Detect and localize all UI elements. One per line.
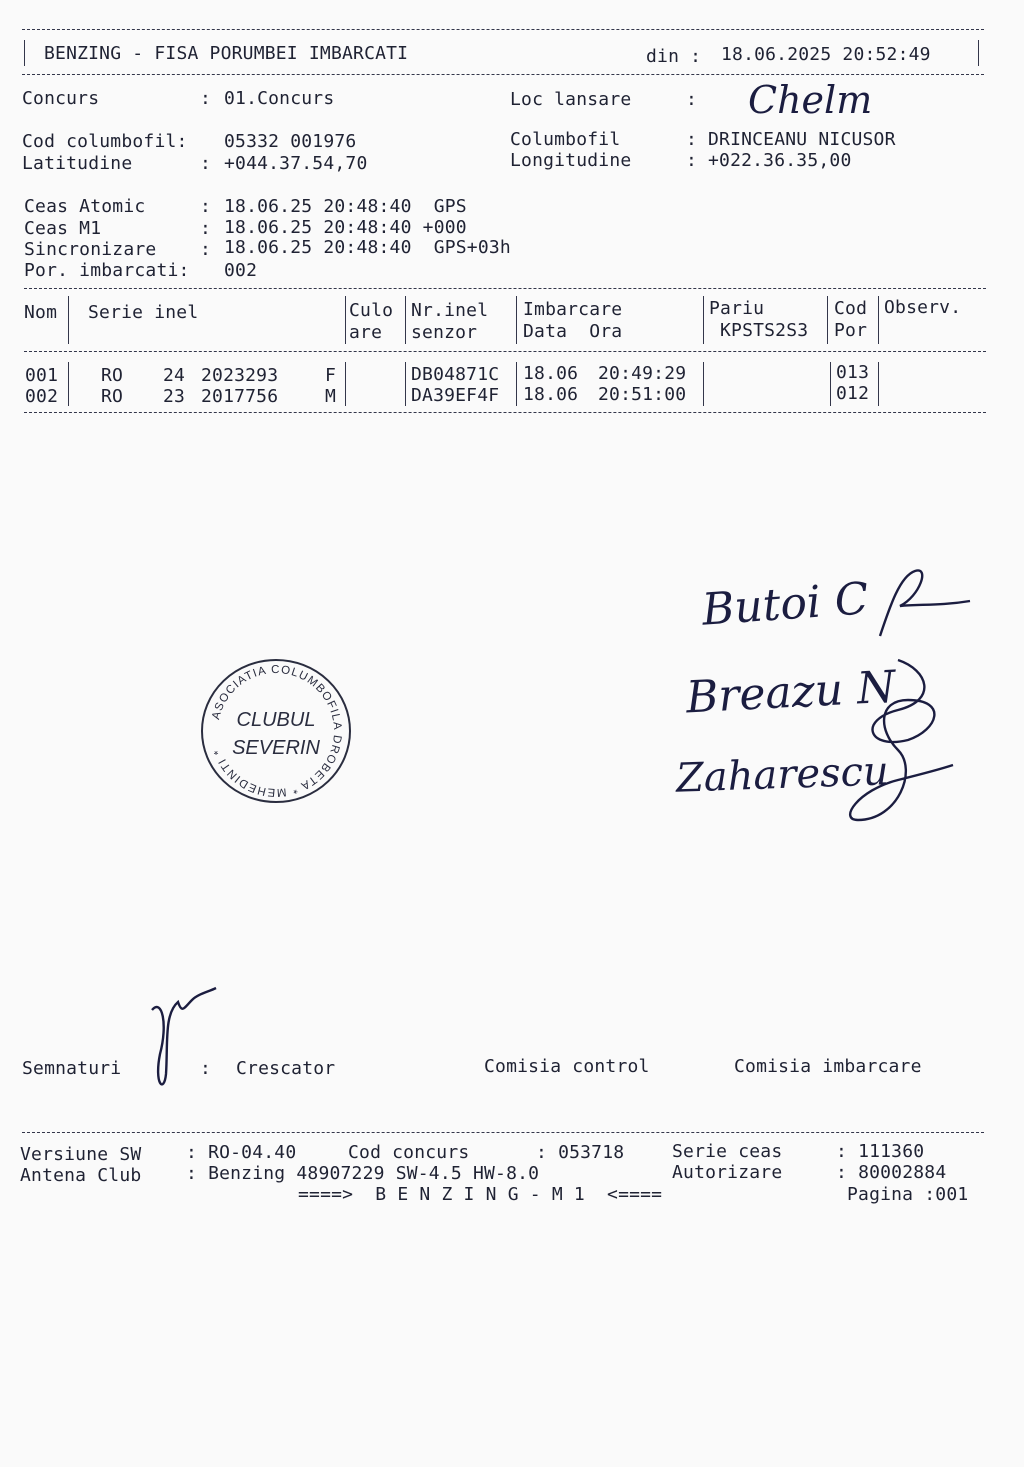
cell-ora: 20:51:00 (598, 384, 687, 405)
table-header-rule (24, 351, 986, 352)
col-sep (405, 362, 406, 406)
th-serie-inel: Serie inel (88, 302, 199, 323)
longitude-value: +022.36.35,00 (708, 150, 852, 171)
ceas-atomic-label: Ceas Atomic (24, 196, 146, 217)
antena-label: Antena Club (20, 1165, 142, 1186)
header-left-bar (24, 40, 25, 66)
longitude-colon: : (686, 150, 698, 171)
sincronizare-label: Sincronizare (24, 239, 157, 260)
signature-comisia-control: Comisia control (484, 1056, 650, 1077)
th-imbarcare-1: Imbarcare (523, 299, 623, 320)
latitude-label: Latitudine (22, 153, 133, 174)
latitude-colon: : (200, 153, 212, 174)
col-sep (878, 296, 879, 344)
columbofil-value: DRINCEANU NICUSOR (708, 129, 896, 150)
handwritten-name-2: Breazu N (684, 661, 897, 724)
handwritten-name-3: Zaharescu (675, 748, 890, 802)
header-top-rule (22, 29, 984, 30)
cell-data: 18.06 (523, 363, 579, 384)
footer-rule (22, 1132, 984, 1133)
col-sep (516, 362, 517, 406)
ceas-m1-label: Ceas M1 (24, 218, 102, 239)
latitude-value: +044.37.54,70 (224, 153, 368, 174)
concurs-colon: : (200, 88, 212, 109)
signature-crescator: Crescator (236, 1058, 336, 1079)
col-sep (878, 362, 879, 406)
cell-nom: 002 (25, 386, 59, 407)
header-bottom-rule (22, 74, 984, 75)
benzing-banner: ====> B E N Z I N G - M 1 <==== (298, 1184, 663, 1205)
th-pariu-2: KPSTS2S3 (720, 320, 809, 341)
date-label: din : (646, 46, 702, 67)
stamp-ring-text: ASOCIATIA COLUMBOFILA DROBETA * MEHEDINTI * (210, 663, 344, 799)
cod-columbofil-value: 05332 001976 (224, 131, 357, 152)
cell-nom: 001 (25, 365, 59, 386)
signature-scribble-crescator (138, 984, 228, 1098)
loc-lansare-colon: : (686, 89, 698, 110)
col-sep (345, 296, 346, 344)
cell-year: 24 (163, 365, 186, 386)
th-culoare-1: Culo (349, 300, 394, 321)
signature-scribble-1 (870, 566, 980, 646)
cell-ring-number: 2017756 (201, 386, 279, 407)
loc-lansare-label: Loc lansare (510, 89, 632, 110)
columbofil-label: Columbofil (510, 129, 621, 150)
versiune-value: : RO-04.40 (186, 1142, 297, 1163)
th-cod-por-2: Por (834, 320, 868, 341)
col-sep (516, 296, 517, 344)
col-sep (703, 296, 704, 344)
cell-cod-por: 012 (836, 383, 870, 404)
ceas-m1-colon: : (200, 218, 212, 239)
cod-columbofil-label: Cod columbofil: (22, 131, 188, 152)
cell-senzor: DA39EF4F (411, 385, 500, 406)
cell-country: RO (101, 365, 124, 386)
stamp-center-1: CLUBUL (236, 709, 316, 731)
col-sep (68, 296, 69, 344)
signature-scribble-2 (838, 650, 958, 830)
cod-concurs-label: Cod concurs (348, 1142, 470, 1163)
sincronizare-value: 18.06.25 20:48:40 GPS+03h (224, 237, 511, 258)
concurs-value: 01.Concurs (224, 88, 335, 109)
col-sep (68, 362, 69, 406)
table-top-rule (24, 288, 986, 289)
sincronizare-colon: : (200, 239, 212, 260)
table-bottom-rule (24, 412, 986, 413)
col-sep (830, 362, 831, 406)
handwritten-name-1: Butoi C (700, 573, 871, 636)
page-number: Pagina :001 (847, 1184, 969, 1205)
longitude-label: Longitudine (510, 150, 632, 171)
versiune-label: Versiune SW (20, 1144, 142, 1165)
th-observ: Observ. (884, 297, 962, 318)
loc-lansare-value: Chelm (748, 78, 873, 122)
cell-data: 18.06 (523, 384, 579, 405)
signature-comisia-imbarcare: Comisia imbarcare (734, 1056, 922, 1077)
cell-country: RO (101, 386, 124, 407)
th-cod-por-1: Cod (834, 298, 868, 319)
th-nr-inel-1: Nr.inel (411, 300, 489, 321)
cod-concurs-value: : 053718 (536, 1142, 625, 1163)
signatures-label: Semnaturi (22, 1058, 122, 1079)
th-nom: Nom (24, 302, 58, 323)
autorizare-value: : 80002884 (836, 1162, 947, 1183)
th-imbarcare-2: Data Ora (523, 321, 623, 342)
cell-senzor: DB04871C (411, 364, 500, 385)
cell-ora: 20:49:29 (598, 363, 687, 384)
antena-value: : Benzing 48907229 SW-4.5 HW-8.0 (186, 1163, 540, 1184)
columbofil-colon: : (686, 129, 698, 150)
autorizare-label: Autorizare (672, 1162, 783, 1183)
col-sep (703, 362, 704, 406)
ceas-m1-value: 18.06.25 20:48:40 +000 (224, 217, 467, 238)
porumbei-imbarcati-label: Por. imbarcati: (24, 260, 190, 281)
col-sep (345, 362, 346, 406)
signatures-colon: : (200, 1058, 212, 1079)
cell-year: 23 (163, 386, 186, 407)
cell-sex: F (325, 365, 337, 386)
club-stamp (196, 656, 356, 806)
concurs-label: Concurs (22, 88, 100, 109)
th-nr-inel-2: senzor (411, 322, 478, 343)
serie-ceas-label: Serie ceas (672, 1141, 783, 1162)
serie-ceas-value: : 111360 (836, 1141, 925, 1162)
stamp-center-2: SEVERIN (232, 737, 320, 759)
document-title: BENZING - FISA PORUMBEI IMBARCATI (44, 43, 409, 64)
date-value: 18.06.2025 20:52:49 (721, 44, 931, 65)
ceas-atomic-colon: : (200, 196, 212, 217)
th-culoare-2: are (349, 322, 383, 343)
th-pariu-1: Pariu (709, 298, 765, 319)
col-sep (827, 296, 828, 344)
cell-ring-number: 2023293 (201, 365, 279, 386)
col-sep (405, 296, 406, 344)
porumbei-imbarcati-value: 002 (224, 260, 258, 281)
cell-sex: M (325, 386, 337, 407)
cell-cod-por: 013 (836, 362, 870, 383)
header-right-bar (978, 40, 979, 66)
ceas-atomic-value: 18.06.25 20:48:40 GPS (224, 196, 467, 217)
